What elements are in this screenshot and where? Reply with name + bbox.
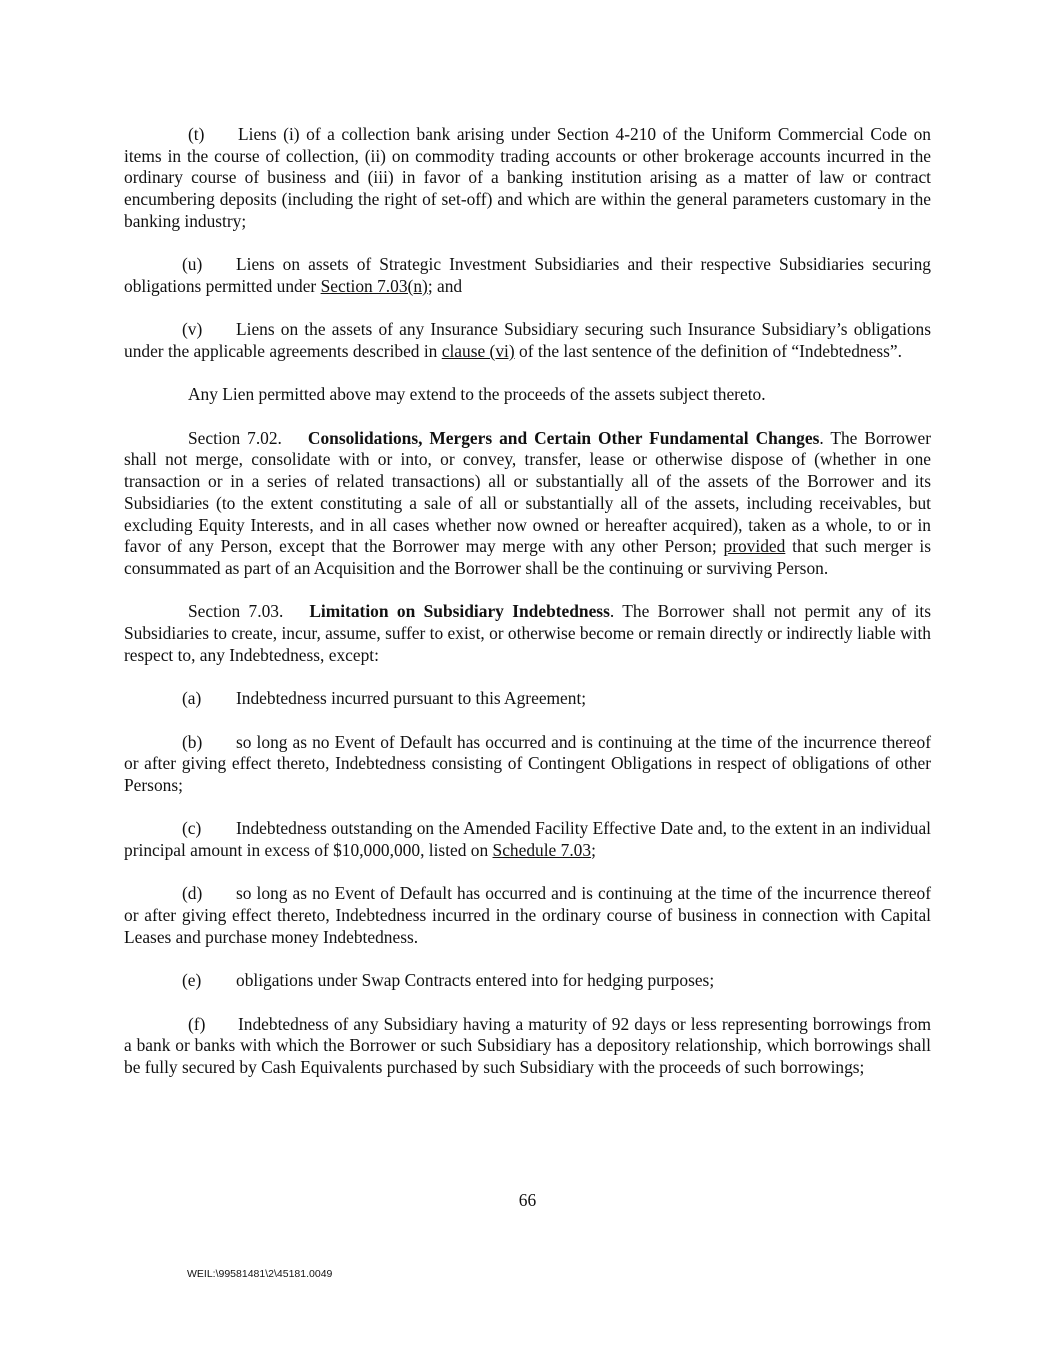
clause-label: (e) bbox=[182, 970, 202, 991]
cross-reference-link[interactable]: Section 7.03(n) bbox=[320, 275, 428, 296]
section-heading: Limitation on Subsidiary Indebtedness bbox=[309, 601, 610, 622]
clause-text: Indebtedness incurred pursuant to this Agreement; bbox=[236, 688, 587, 709]
page-number: 66 bbox=[518, 1190, 537, 1210]
clause-t bbox=[124, 124, 931, 233]
clause-text: obligations under Swap Contracts entered into for hedging purposes; bbox=[236, 970, 715, 991]
provided-term: provided bbox=[723, 536, 786, 557]
clause-label: (a) bbox=[182, 688, 202, 709]
lien-proceeds-paragraph bbox=[124, 384, 931, 406]
section-heading: Consolidations, Mergers and Certain Other Fundamental Changes bbox=[307, 427, 820, 448]
clause-d bbox=[124, 883, 931, 948]
clause-text: Liens on assets of Strategic Investment Subsidiaries and their respective Subsidiaries securing obligations permitted under bbox=[124, 254, 931, 296]
section-text: . The Borrower shall not permit any of its Subsidiaries to create, incur, assume, suffer to exist, or otherwise become or remain directly or indirectly liable with respect to, any Indebtedness, except: bbox=[124, 601, 931, 665]
clause-c bbox=[124, 818, 931, 861]
section-text: . The Borrower shall not merge, consolidate with or into, or convey, transfer, lease or otherwise dispose of (whether in one transaction or in a series of related transactions) all or substantially all of the assets of the Borrower and its Subsidiaries (to the extent constituting a sale of all or substantially all of the assets, including receivables, but excluding Equity Interests, and in all cases whether now owned or hereafter acquired), taken as a whole, to or in favor of any Person, except that the Borrower may merge with any other Person; bbox=[124, 427, 931, 557]
clause-label: (f) bbox=[188, 1013, 206, 1034]
clause-text: so long as no Event of Default has occurred and is continuing at the time of the incurrence thereof or after giving effect thereto, Indebtedness consisting of Contingent Obligations in respect of obligations of other Persons; bbox=[124, 731, 931, 795]
clause-label: (c) bbox=[182, 818, 202, 839]
footer-document-id: WEIL:\99581481\2\45181.0049 bbox=[187, 1268, 333, 1280]
section-7-02 bbox=[124, 428, 931, 580]
paragraph-text: Any Lien permitted above may extend to the proceeds of the assets subject thereto. bbox=[188, 384, 766, 405]
clause-text: Indebtedness outstanding on the Amended Facility Effective Date and, to the extent in an individual principal amount in excess of $10,000,000, listed on bbox=[124, 818, 931, 861]
document-page bbox=[124, 124, 931, 1079]
schedule-link[interactable]: Schedule 7.03 bbox=[492, 840, 592, 861]
section-number: Section 7.03. bbox=[188, 601, 284, 622]
clause-label: (b) bbox=[182, 731, 203, 752]
clause-text: Indebtedness of any Subsidiary having a maturity of 92 days or less representing borrowings from a bank or banks with which the Borrower or such Subsidiary has a depository relationship, which borrowings shall be fully secured by Cash Equivalents purchased by such Subsidiary with the proceeds of such borrowings; bbox=[124, 1013, 931, 1078]
clause-b bbox=[124, 732, 931, 797]
clause-text: so long as no Event of Default has occurred and is continuing at the time of the incurrence thereof or after giving effect thereto, Indebtedness incurred in the ordinary course of business in connection with Capital Leases and purchase money Indebtedness. bbox=[124, 883, 931, 947]
clause-v bbox=[124, 319, 931, 362]
section-number: Section 7.02. bbox=[188, 427, 282, 448]
clause-text-end: of the last sentence of the definition of “Indebtedness”. bbox=[514, 341, 902, 361]
clause-f bbox=[124, 1014, 931, 1079]
clause-label: (v) bbox=[182, 319, 203, 340]
clause-a bbox=[124, 688, 931, 710]
clause-text-end: ; and bbox=[427, 275, 463, 296]
clause-text: Liens (i) of a collection bank arising under Section 4-210 of the Uniform Commercial Code on items in the course of collection, (ii) on commodity trading accounts or other brokerage accounts incurred in the ordinary course of business and (iii) in favor of a banking institution arising as a matter of law or contract encumbering deposits (including the right of set-off) and which are within the general parameters customary in the banking industry; bbox=[124, 124, 931, 231]
clause-e bbox=[124, 970, 931, 992]
cross-reference-link[interactable]: clause (vi) bbox=[441, 341, 515, 361]
clause-text-end: ; bbox=[591, 840, 596, 861]
clause-label: (t) bbox=[188, 124, 205, 144]
clause-u bbox=[124, 254, 931, 297]
clause-label: (d) bbox=[182, 883, 203, 904]
clause-text: Liens on the assets of any Insurance Subsidiary securing such Insurance Subsidiary’s obligations under the applicable agreements described in bbox=[124, 319, 931, 361]
section-text-end: that such merger is consummated as part of an Acquisition and the Borrower shall be the continuing or surviving Person. bbox=[124, 536, 931, 578]
clause-label: (u) bbox=[182, 254, 203, 275]
section-7-03 bbox=[124, 601, 931, 666]
